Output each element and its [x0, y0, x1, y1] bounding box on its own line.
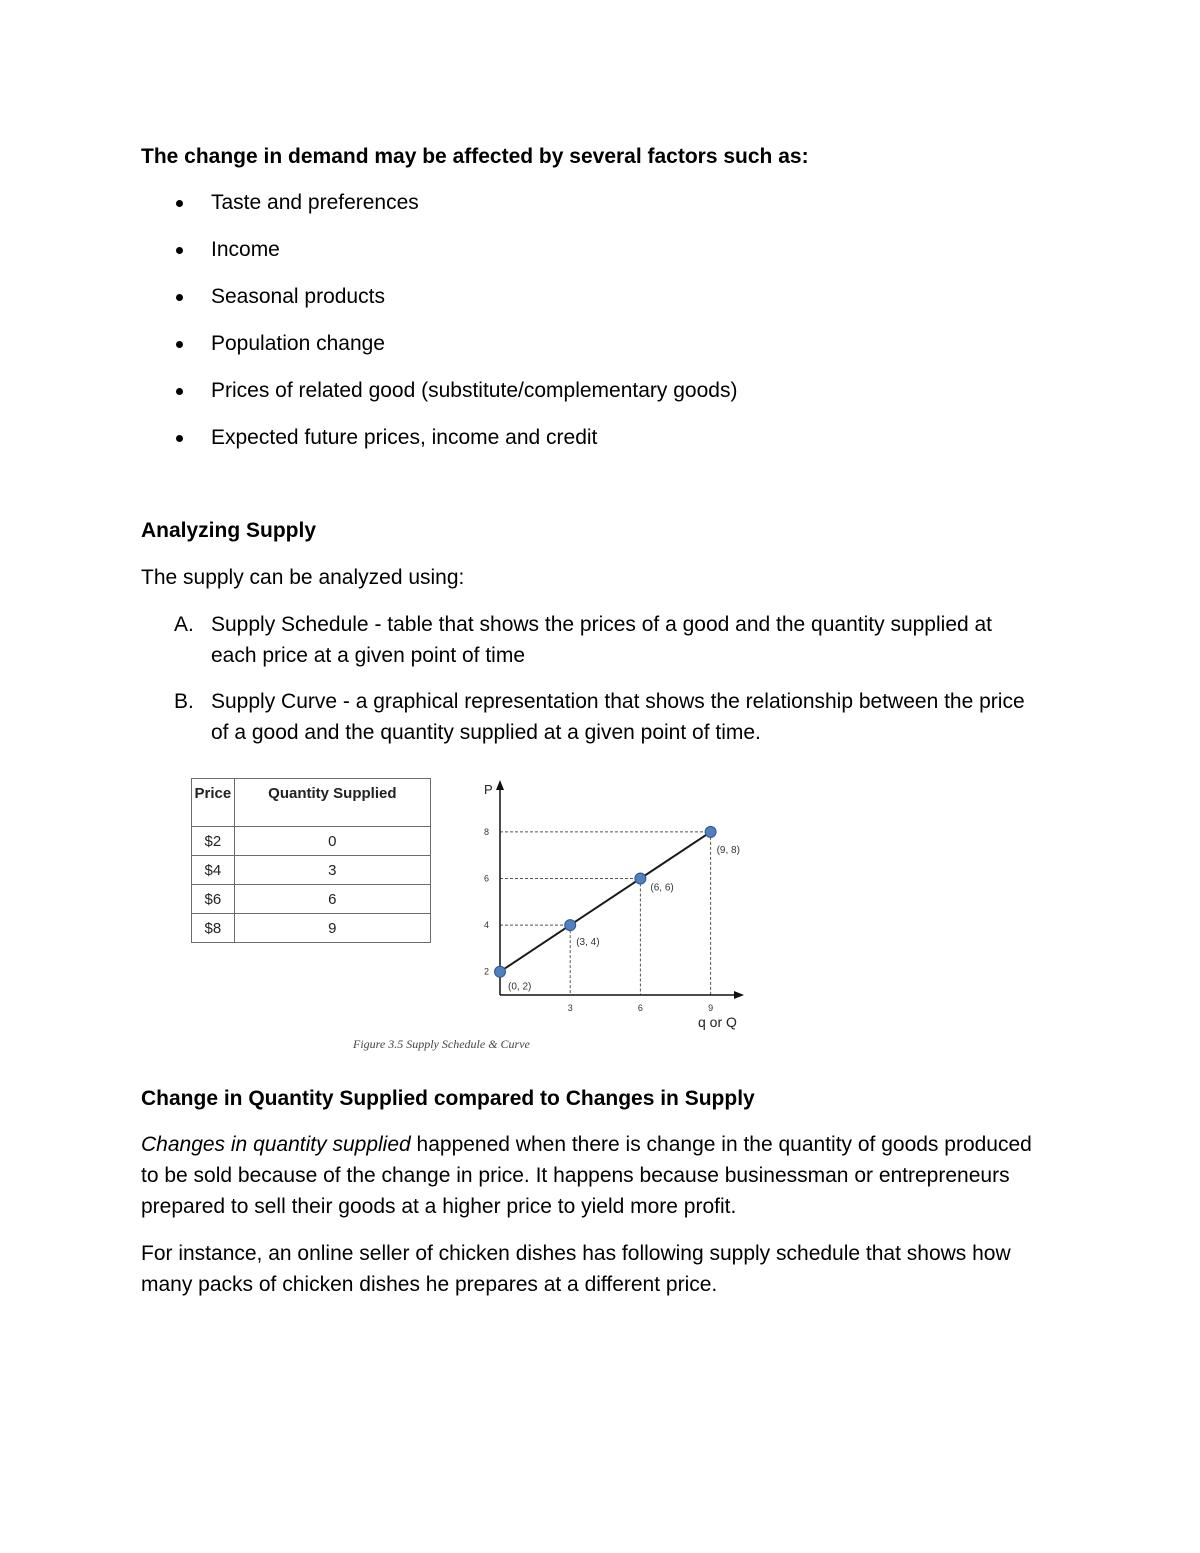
point-label: (3, 4)	[576, 937, 600, 949]
supply-line	[500, 832, 711, 972]
bullet-icon	[176, 435, 183, 442]
bullet-icon	[176, 388, 183, 395]
y-tick-label: 8	[484, 826, 490, 837]
x-tick-label: 6	[637, 1003, 643, 1013]
x-axis-title: q or Q	[698, 1014, 737, 1030]
supply-item-a-line1: Supply Schedule - table that shows the prices of a good and the quantity supplied at	[211, 613, 993, 636]
table-row	[192, 885, 431, 914]
supply-lead: The supply can be analyzed using:	[141, 566, 465, 589]
quantity-column-header: Quantity Supplied	[234, 779, 430, 827]
supply-heading: Analyzing Supply	[141, 519, 317, 542]
bullet-icon	[176, 294, 183, 301]
list-item: Expected future prices, income and credit	[211, 426, 598, 449]
list-marker-a: A.	[174, 613, 194, 636]
y-axis-arrow-icon	[496, 780, 504, 790]
quantity-cell: 9	[234, 914, 430, 943]
change-paragraph-1-line-1	[141, 1129, 1032, 1160]
list-item: Population change	[211, 332, 385, 355]
change-paragraph-2-line-2: many packs of chicken dishes he prepares at a different price.	[141, 1273, 718, 1296]
paragraph-text: happened when there is change in the quantity of goods produced	[410, 1133, 1032, 1156]
y-tick-label: 4	[484, 920, 490, 931]
quantity-cell: 6	[234, 885, 430, 914]
bullet-icon	[176, 200, 183, 207]
price-column-header: Price	[192, 779, 235, 827]
price-cell: $2	[192, 827, 235, 856]
supply-item-b-line2: of a good and the quantity supplied at a given point of time.	[211, 721, 761, 744]
supply-item-b-line1: Supply Curve - a graphical representation that shows the relationship between the price	[211, 690, 1025, 713]
price-cell: $6	[192, 885, 235, 914]
table-row	[192, 914, 431, 943]
bullet-icon	[176, 247, 183, 254]
list-item: Taste and preferences	[211, 191, 419, 214]
x-axis-arrow-icon	[734, 991, 744, 999]
point-label: (0, 2)	[508, 981, 532, 993]
supply-curve-chart	[470, 770, 760, 1035]
y-tick-label: 6	[484, 873, 490, 884]
price-cell: $4	[192, 856, 235, 885]
emphasis-term: Changes in quantity supplied	[141, 1133, 411, 1156]
bullet-icon	[176, 341, 183, 348]
data-point	[705, 826, 716, 837]
point-label: (9, 8)	[716, 844, 740, 856]
table-row	[192, 856, 431, 885]
change-paragraph-1-line-3: prepared to sell their goods at a higher price to yield more profit.	[141, 1195, 737, 1218]
x-tick-label: 3	[567, 1003, 573, 1013]
data-point	[565, 920, 576, 931]
data-point	[635, 873, 646, 884]
quantity-cell: 3	[234, 856, 430, 885]
price-cell: $8	[192, 914, 235, 943]
supply-item-a-line2: each price at a given point of time	[211, 644, 526, 667]
supply-schedule-table	[191, 778, 431, 943]
intro-heading: The change in demand may be affected by several factors such as:	[141, 145, 809, 168]
list-item: Income	[211, 238, 280, 261]
y-axis-title: P	[484, 782, 493, 797]
list-item: Seasonal products	[211, 285, 385, 308]
list-item: Prices of related good (substitute/complementary goods)	[211, 379, 738, 402]
x-tick-label: 9	[708, 1003, 714, 1013]
change-paragraph-2-line-1: For instance, an online seller of chicken dishes has following supply schedule that shows how	[141, 1242, 1011, 1265]
change-heading: Change in Quantity Supplied compared to Changes in Supply	[141, 1087, 755, 1110]
table-row	[192, 827, 431, 856]
data-point	[495, 966, 506, 977]
point-label: (6, 6)	[650, 882, 674, 894]
quantity-cell: 0	[234, 827, 430, 856]
change-paragraph-1-line-2: to be sold because of the change in price. It happens because businessman or entrepreneurs	[141, 1164, 1010, 1187]
list-marker-b: B.	[174, 690, 194, 713]
figure-caption: Figure 3.5 Supply Schedule & Curve	[353, 1037, 530, 1051]
y-tick-label: 2	[484, 966, 490, 977]
table-header-row	[192, 779, 431, 827]
